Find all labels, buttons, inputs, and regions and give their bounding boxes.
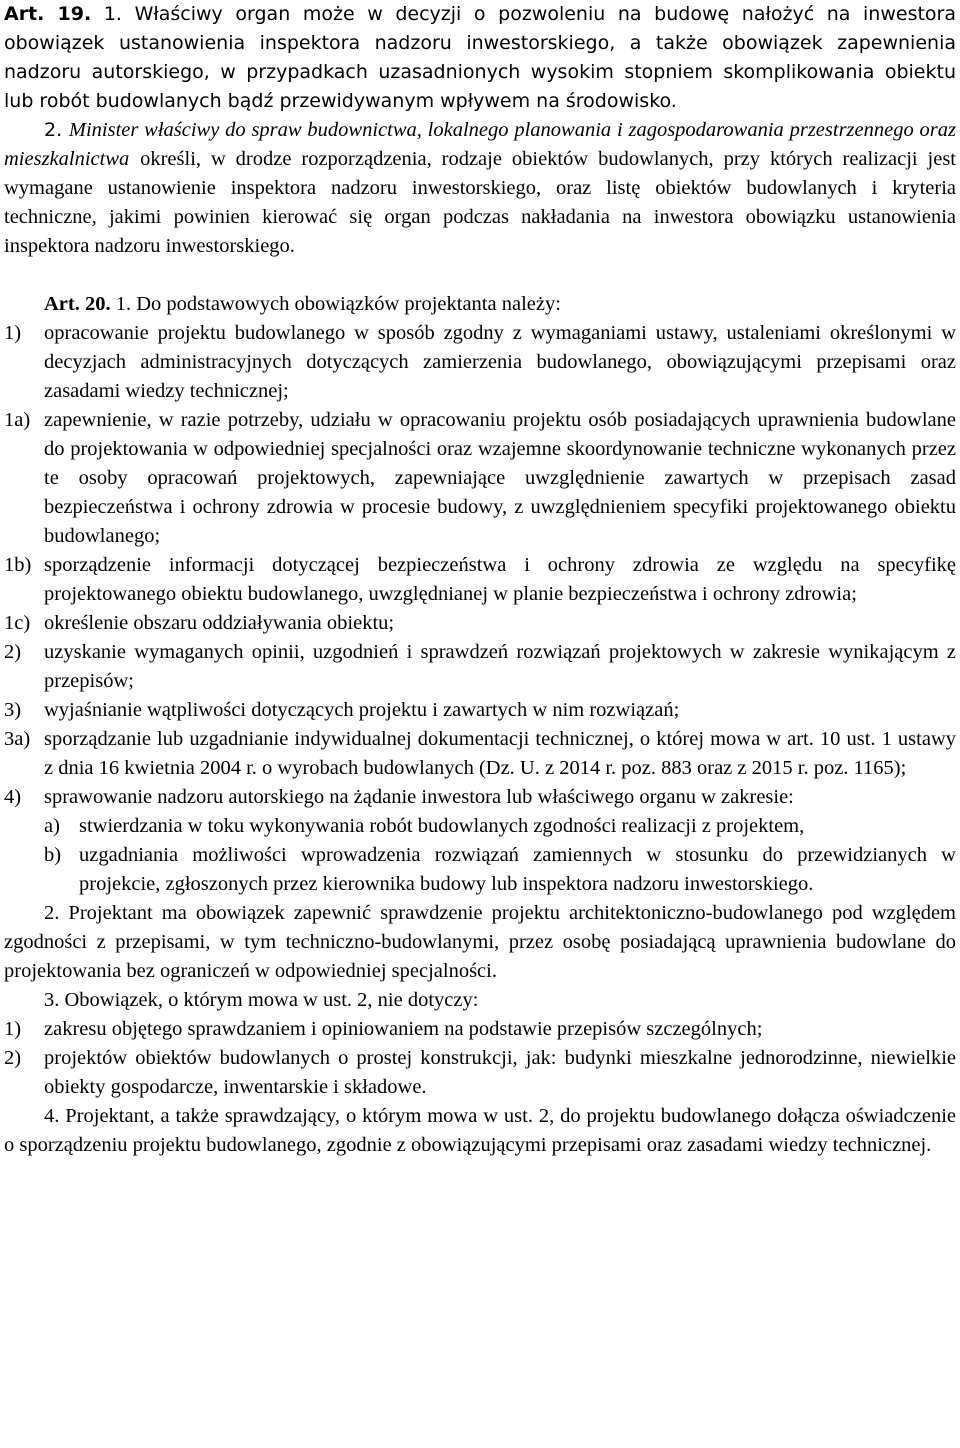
list-item [4, 406, 956, 551]
list-item-text: zakresu objętego sprawdzaniem i opiniowaniem na podstawie przepisów szczególnych; [44, 1018, 763, 1040]
list-item-text: określenie obszaru oddziaływania obiektu; [44, 612, 395, 634]
art19-paragraph-1 [4, 0, 956, 116]
list-item-number: 4) [4, 786, 22, 808]
art19-p2-italic: Minister właściwy do spraw budownictwa, lokalnego planowania i zagospodarowania przestrzennego oraz mieszkalnictwa [4, 119, 956, 170]
list-item-text: zapewnienie, w razie potrzeby, udziału w opracowaniu projektu osób posiadających uprawnienia budowlane do projektowania w odpowiedniej specjalności oraz wzajemne skoordynowanie techniczne wykonanych przez te osoby opracowań projektowych, zapewniające uwzględnienie zawartych w przepisach zasad bezpieczeństwa i ochrony zdrowia w procesie budowy, z uwzględnieniem specyfiki projektowanego obiektu budowlanego; [44, 409, 956, 547]
list-item [4, 319, 956, 406]
art20-section [4, 290, 956, 1160]
art19-p1-text: Właściwy organ może w decyzji o pozwoleniu na budowę nałożyć na inwestora obowiązek ustanowienia inspektora nadzoru inwestorskiego, a także obowiązek zapewnienia nadzoru autorskiego, w przypadkach uzasadnionych wysokim stopniem skomplikowania obiektu lub robót budowlanych bądź przewidywanym wpływem na środowisko. [4, 3, 957, 112]
sub-list-item-text: stwierdzania w toku wykonywania robót budowlanych zgodności realizacji z projektem, [79, 815, 805, 837]
art20-paragraph-1 [4, 290, 956, 319]
list-item-number: 2) [4, 641, 22, 663]
list-item [4, 638, 956, 696]
sub-list-item-letter: a) [44, 815, 60, 837]
art19-p2-number: 2. [44, 119, 63, 141]
list-item [4, 696, 956, 725]
list-item-number: 1b) [4, 554, 32, 576]
list-item [4, 1044, 956, 1102]
document-page [4, 0, 956, 1160]
art20-heading: Art. 20. [44, 293, 111, 315]
list-item [4, 551, 956, 609]
list-item-text: sprawowanie nadzoru autorskiego na żądanie inwestora lub właściwego organu w zakresie: [44, 786, 794, 808]
sub-list-item [44, 841, 956, 899]
list-item [4, 725, 956, 783]
list-item [4, 609, 956, 638]
list-item-number: 2) [4, 1047, 22, 1069]
list-item-number: 1) [4, 322, 22, 344]
list-item [4, 783, 956, 812]
list-item [4, 1015, 956, 1044]
list-item-number: 1a) [4, 409, 31, 431]
list-item-text: sporządzanie lub uzgadnianie indywidualnej dokumentacji technicznej, o której mowa w art. 10 ust. 1 ustawy z dnia 16 kwietnia 2004 r. o wyrobach budowlanych (Dz. U. z 2014 r. poz. 883 oraz z 2015 r. poz. 1165); [44, 728, 956, 779]
art19-paragraph-2 [4, 116, 956, 261]
list-item-text: projektów obiektów budowlanych o prostej konstrukcji, jak: budynki mieszkalne jednorodzinne, niewielkie obiekty gospodarcze, inwentarskie i składowe. [44, 1047, 956, 1098]
art19-p2-text: określi, w drodze rozporządzenia, rodzaje obiektów budowlanych, przy których realizacji jest wymagane ustanowienie inspektora nadzoru inwestorskiego, oraz listę obiektów budowlanych i kryteria techniczne, jakimi powinien kierować się organ podczas nakładania na inwestora obowiązku ustanowienia inspektora nadzoru inwestorskiego. [4, 148, 956, 257]
art19-p1-number: 1. [103, 3, 122, 25]
art20-p1-number: 1. [115, 293, 132, 315]
art20-p1-text: Do podstawowych obowiązków projektanta należy: [136, 293, 561, 315]
sub-list-item [44, 812, 956, 841]
list-item-text: opracowanie projektu budowlanego w sposób zgodny z wymaganiami ustawy, ustaleniami określonymi w decyzjach administracyjnych dotyczących zamierzenia budowlanego, obowiązującymi przepisami oraz zasadami wiedzy technicznej; [44, 322, 956, 402]
sub-list-item-text: uzgadniania możliwości wprowadzenia rozwiązań zamiennych w stosunku do przewidzianych w projekcie, zgłoszonych przez kierownika budowy lub inspektora nadzoru inwestorskiego. [79, 844, 956, 895]
art19-heading: Art. 19. [4, 3, 92, 25]
sub-list-item-letter: b) [44, 844, 62, 866]
list-item-number: 1) [4, 1018, 22, 1040]
list-item-number: 1c) [4, 612, 31, 634]
art20-paragraph-2: 2. Projektant ma obowiązek zapewnić sprawdzenie projektu architektoniczno-budowlanego pod względem zgodności z przepisami, w tym techniczno-budowlanymi, przez osobę posiadającą uprawnienia budowlane do projektowania bez ograniczeń w odpowiedniej specjalności. [4, 902, 956, 982]
list-item-text: sporządzenie informacji dotyczącej bezpieczeństwa i ochrony zdrowia ze względu na specyfikę projektowanego obiektu budowlanego, uwzględnianej w planie bezpieczeństwa i ochrony zdrowia; [44, 554, 956, 605]
list-item-text: uzyskanie wymaganych opinii, uzgodnień i sprawdzeń rozwiązań projektowych w zakresie wynikającym z przepisów; [44, 641, 956, 692]
list-item-number: 3) [4, 699, 22, 721]
spacer [4, 261, 956, 290]
art20-paragraph-4: 4. Projektant, a także sprawdzający, o którym mowa w ust. 2, do projektu budowlanego dołącza oświadczenie o sporządzeniu projektu budowlanego, zgodnie z obowiązującymi przepisami oraz zasadami wiedzy technicznej. [4, 1105, 956, 1156]
list-item-text: wyjaśnianie wątpliwości dotyczących projektu i zawartych w nim rozwiązań; [44, 699, 680, 721]
art20-paragraph-3: 3. Obowiązek, o którym mowa w ust. 2, nie dotyczy: [44, 989, 479, 1011]
list-item-number: 3a) [4, 728, 31, 750]
